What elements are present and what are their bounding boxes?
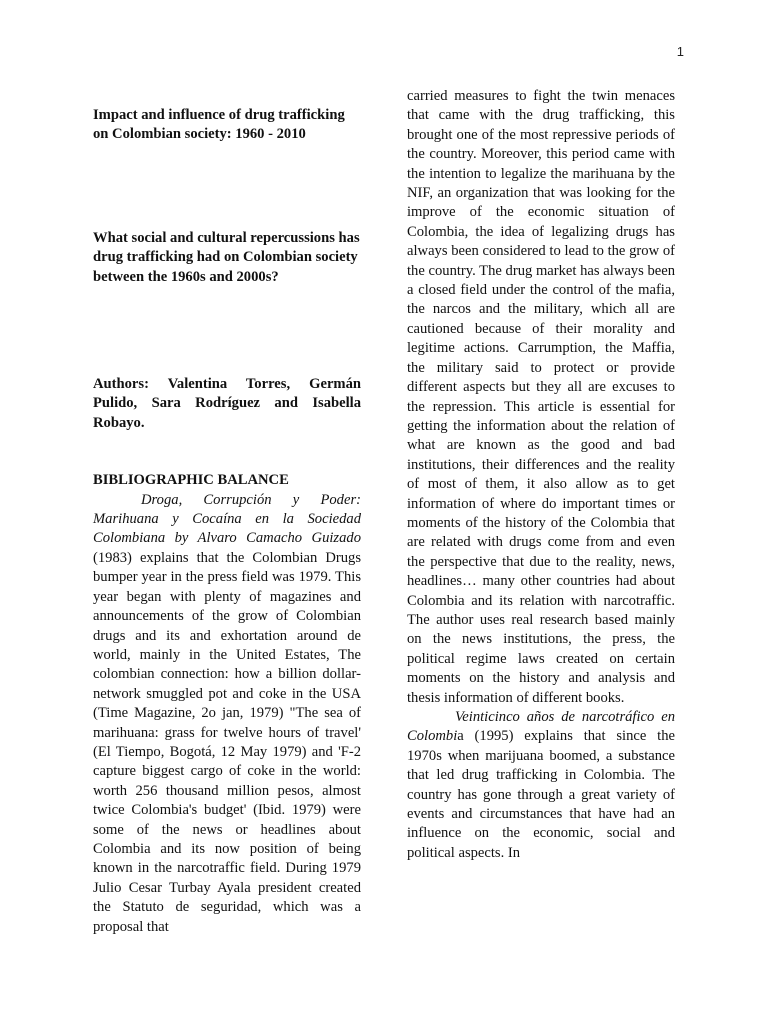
reference-title-2: Veinticinco años de narcotráfico en Colombi: [407, 709, 675, 745]
page-number: 1: [676, 44, 684, 59]
research-question: What social and cultural repercussions has drug trafficking had on Colombian society between the 1960s and 2000s?: [93, 229, 360, 285]
paragraph-bibliography-2: [407, 708, 675, 863]
reference-title-1: Droga, Corrupción y Poder: Marihuana y Cocaína en la Sociedad Colombiana by Alvaro Camacho Guizado: [93, 491, 361, 547]
paragraph-2-text: a (1995) explains that since the 1970s when marijuana boomed, a substance that led drug trafficking in Colombia. The country has gone through a great variety of events and circumstances that have had an influence on the economic, social and political aspects. In: [407, 728, 675, 861]
left-column: [93, 106, 361, 937]
paragraph-bibliography-1: [93, 491, 361, 937]
paper-title: Impact and influence of drug trafficking on Colombian society: 1960 - 2010: [93, 107, 345, 143]
authors-line: Authors: Valentina Torres, Germán Pulido, Sara Rodríguez and Isabella Robayo.: [93, 376, 361, 431]
right-column: [407, 87, 675, 863]
paragraph-1-text: (1983) explains that the Colombian Drugs bumper year in the press field was 1979. This year began with plenty of magazines and announcements of the grow of Colombian drugs and its and exhortation around de world, mainly in the United Estates, The colombian connection: how a billion dollar-network smuggled pot and coke in the USA (Time Magazine, 2o jan, 1979) "The sea of marihuana: grass for twelve hours of travel' (El Tiempo, Bogotá, 12 May 1979) and 'F-2 capture biggest cargo of coke in the world: worth 256 thousand million pesos, almost twice Colombia's budget' (Ibid. 1979) were some of the news or headlines about Colombia and its now position of being known in the narcotraffic field. During 1979 Julio Cesar Turbay Ayala president created the Statuto de seguridad, which was a proposal that: [93, 549, 361, 935]
paragraph-bibliography-1-continued: carried measures to fight the twin menaces that came with the drug trafficking, this brought one of the most repressive periods of the country. Moreover, this period came with the intention to legalize the marihuana by the NIF, an organization that was looking for the improve of the economic situation of Colombia, the idea of legalizing drugs has always been considered to lead to the grow of the country. The drug market has always been a closed field under the control of the mafia, the narcos and the military, which all are cautioned because of their morality and legitime actions. Carrumption, the Maffia, the military said to protect or provide different aspects but they all are excuses to the repression. This article is essential for getting the information about the relation of what are known as the good and bad institutions, their differences and the reality of most of them, it also allow as to get information of where do important times or moments of the history of the Colombia that are related with drugs come from and even the perspective that due to the reality, news, headlines… many other countries had about Colombia and its relation with narcotraffic. The author uses real research based mainly on the news institutions, the press, the political regime laws created on certain moments on the history and analysis and thesis information of different books.: [407, 88, 675, 706]
section-heading: BIBLIOGRAPHIC BALANCE: [93, 472, 289, 489]
